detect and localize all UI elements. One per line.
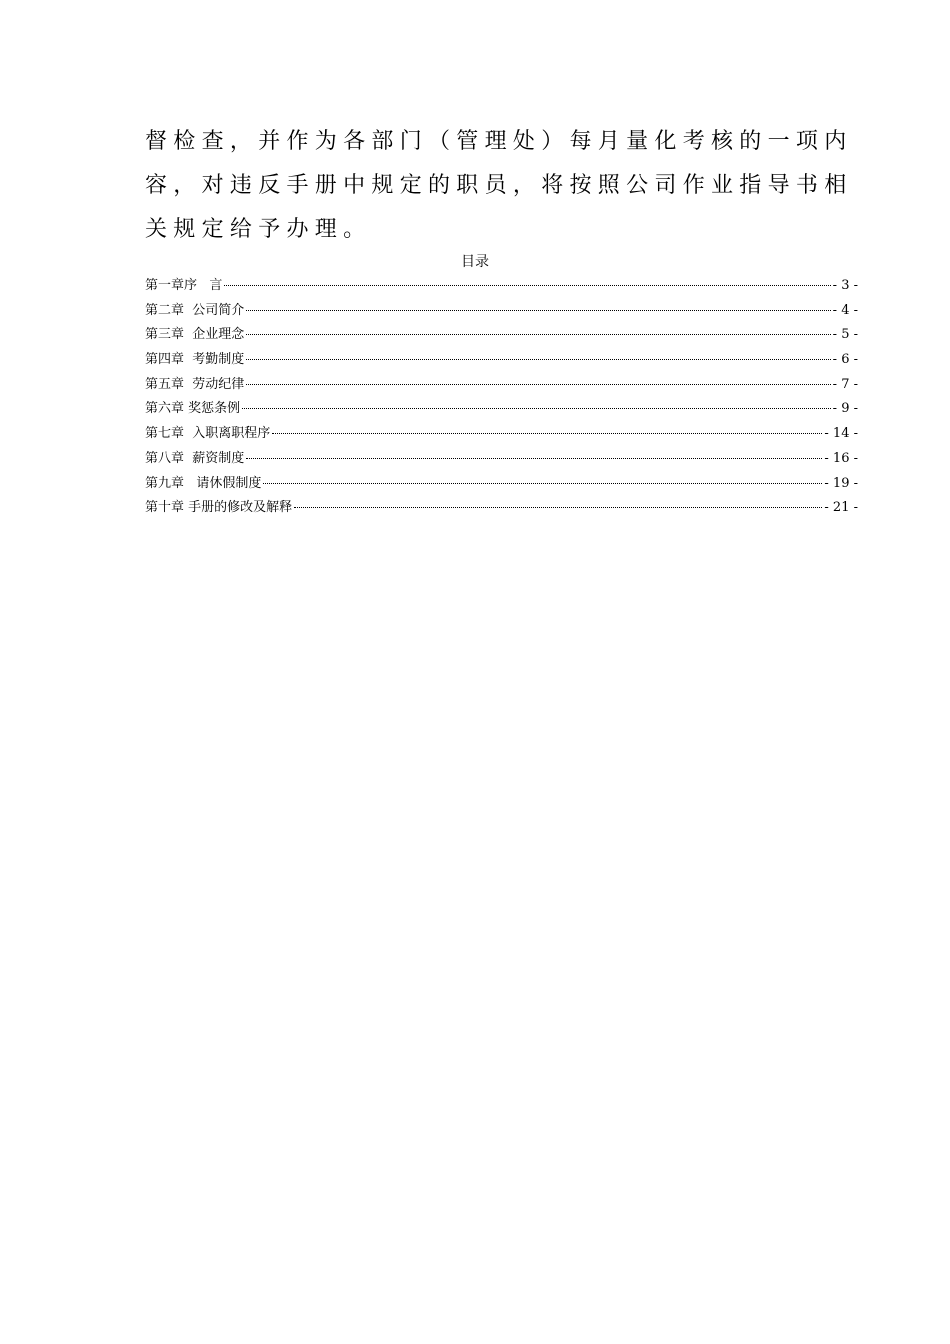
toc-entry-page: - 21 - [824, 500, 858, 516]
dot-leader [294, 507, 822, 508]
toc-entry-chapter-9[interactable] [145, 475, 858, 500]
dot-leader [246, 458, 822, 459]
toc-entry-chapter-1[interactable] [145, 277, 858, 302]
paragraph-line: 督检查，并作为各部门（管理处）每月量化考核的一项内 [145, 129, 853, 154]
dot-leader [246, 359, 830, 360]
toc-entry-label: 第三章 企业理念 [145, 327, 245, 343]
toc-entry-chapter-8[interactable] [145, 450, 858, 475]
toc-entry-page: - 6 - [832, 352, 858, 368]
toc-entry-label: 第十章 手册的修改及解释 [145, 500, 293, 516]
toc-entry-label: 第五章 劳动纪律 [145, 376, 245, 392]
table-of-contents [145, 277, 858, 524]
toc-entry-chapter-4[interactable] [145, 351, 858, 376]
body-paragraph [145, 120, 853, 252]
toc-entry-chapter-2[interactable] [145, 302, 858, 327]
toc-entry-page: - 19 - [824, 475, 858, 491]
toc-entry-page: - 3 - [832, 278, 858, 293]
toc-entry-label: 第八章 薪资制度 [145, 450, 245, 466]
toc-entry-page: - 7 - [832, 376, 858, 392]
dot-leader [246, 334, 830, 335]
paragraph-line: 容，对违反手册中规定的职员，将按照公司作业指导书相 [145, 173, 853, 198]
toc-entry-chapter-5[interactable] [145, 376, 858, 401]
dot-leader [224, 285, 830, 286]
toc-entry-page: - 4 - [832, 302, 858, 318]
dot-leader [263, 483, 822, 484]
toc-entry-page: - 9 - [832, 401, 858, 417]
toc-entry-page: - 5 - [832, 327, 858, 343]
toc-entry-label: 第二章 公司简介 [145, 302, 245, 318]
toc-entry-label: 第七章 入职离职程序 [145, 426, 271, 442]
dot-leader [246, 384, 830, 385]
toc-entry-page: - 14 - [824, 426, 858, 442]
dot-leader [246, 310, 830, 311]
dot-leader [272, 433, 822, 434]
toc-entry-label: 第一章序 言 [145, 278, 223, 293]
toc-entry-chapter-10[interactable] [145, 499, 858, 524]
toc-entry-label: 第九章 请休假制度 [145, 475, 262, 491]
toc-title: 目录 [461, 254, 489, 270]
toc-entry-page: - 16 - [824, 450, 858, 466]
dot-leader [242, 408, 831, 409]
toc-entry-label: 第六章 奖惩条例 [145, 401, 241, 417]
toc-entry-chapter-3[interactable] [145, 326, 858, 351]
toc-entry-chapter-7[interactable] [145, 425, 858, 450]
toc-entry-chapter-6[interactable] [145, 400, 858, 425]
paragraph-line: 关规定给予办理。 [145, 217, 372, 242]
toc-entry-label: 第四章 考勤制度 [145, 352, 245, 368]
